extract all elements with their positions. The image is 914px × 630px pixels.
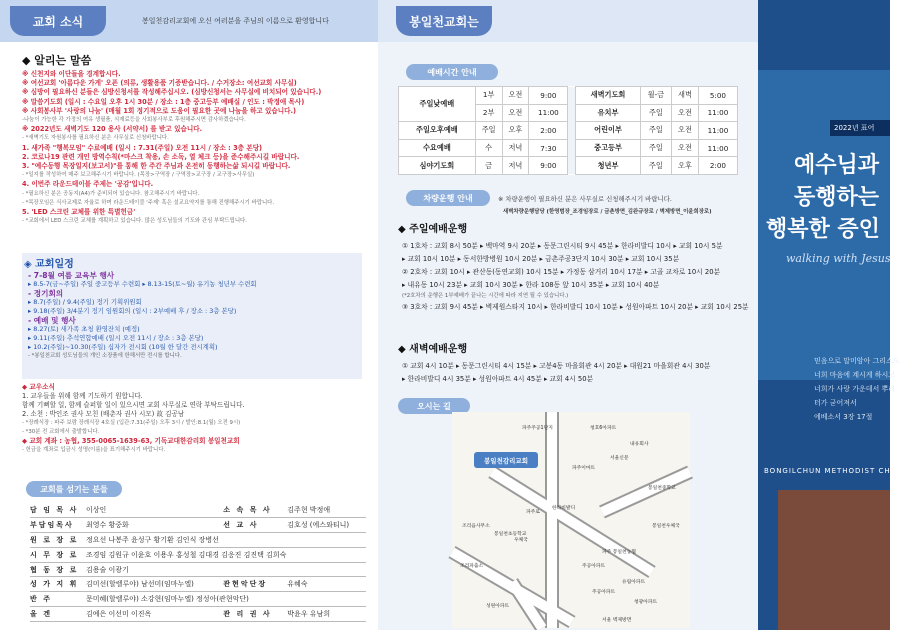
- staff-role: 올 겐: [30, 607, 86, 622]
- service-detail: 2:00: [529, 122, 568, 140]
- staff-role: 성 가 지 휘: [30, 577, 86, 592]
- line-item: - 정기회의: [28, 289, 64, 298]
- service-detail: 주일: [640, 157, 671, 175]
- line-item: 5. 'LED 스크린 교체를 위한 특별헌금': [22, 208, 136, 217]
- line-item: (*2호차의 운행은 1부예배가 끝나는 시간에 따라 지연 될 수 있습니다.): [402, 293, 569, 299]
- motto-english: walking with Jesus: [786, 252, 891, 265]
- middle-header: [378, 0, 758, 42]
- staff-names: 유혜숙: [287, 577, 366, 592]
- service-detail: 오전: [672, 104, 699, 122]
- service-detail: 저녁: [502, 157, 529, 175]
- line-item: ※ 신천지와 이단들을 경계합시다.: [22, 70, 121, 78]
- staff-role: 시 무 장 로: [30, 547, 86, 562]
- table-spacer: [568, 157, 576, 175]
- line-item: ▸ 8.5-7(금~주일) 주일 중고등부 수련회 ▸ 8.13-15(토~월) 유기농 청년부 수련회: [28, 280, 257, 288]
- map-label: 청광아파트: [634, 600, 658, 605]
- line-item: -나눔이 가능한 각 가정의 여유 생필품, 식재료등을 사회봉사부로 후원해주시면 감사하겠습니다.: [22, 117, 246, 124]
- service-detail: 11:00: [698, 104, 737, 122]
- church-english-name: BONGILCHUN METHODIST CHURCH: [764, 467, 914, 475]
- service-name: 유치부: [576, 104, 640, 122]
- line-item: ▸ 10.2(주일)~10.30(주일) 십자가 전시회 (10월 한 달간 전시계획): [28, 343, 218, 351]
- notice-list: [22, 70, 367, 226]
- line-item: - *필요하신 분은 공동지(A4)가 준비되어 있습니다. 참고해주시기 바랍니다.: [22, 190, 200, 197]
- map-label: 주공아파트: [592, 590, 616, 595]
- map-label: 내유회사: [630, 442, 649, 447]
- staff-role: 담 임 목 사: [30, 503, 86, 518]
- line-item: 2. 소천 : 박인조 권사 모친 (배춘자 권사 시모) 故 김공남: [22, 410, 185, 418]
- notice-title: ◆ 알리는 말씀: [22, 54, 92, 67]
- line-item: 함께 기뻐할 일, 함께 슬퍼할 일이 있으시면 교회 사무실로 연락 부탁드립니다.: [22, 401, 245, 409]
- line-item: ③ 3호차 : 교회 9시 45분 ▸ 벽제원스타지 10시 ▸ 한라비발디 10시 10분 ▸ 성원아파트 10시 20분 ▸ 교회 10시 25분: [402, 303, 749, 311]
- service-detail: 2:00: [698, 157, 737, 175]
- map-label: 한라비발디: [552, 506, 576, 511]
- dawn-bus-title: ◆ 새벽예배운행: [398, 344, 468, 355]
- motto-panel: [758, 0, 914, 630]
- worship-row: [399, 139, 738, 157]
- staff-role: 관현악단장: [223, 577, 287, 592]
- line-item: ※ 2022년도 새벽기도 120 용사 (서약서) 를 받고 있습니다.: [22, 125, 203, 134]
- service-detail: 금: [475, 157, 502, 175]
- motto-tag: 2022년 표어: [830, 120, 890, 136]
- staff-names: 김미선(할렐루야) 남선미(임마누엘): [86, 577, 223, 592]
- worship-row: [399, 122, 738, 140]
- line-item: - *30분 전 교회에서 출발합니다.: [22, 429, 100, 435]
- service-detail: 월-금: [640, 87, 671, 105]
- line-item: - *새벽기도 자원봉사를 필요하신 분은 사무실로 신청바랍니다.: [22, 135, 169, 142]
- staff-names: 김호성 (에스와티니): [287, 518, 366, 533]
- service-detail: 주일: [640, 139, 671, 157]
- map-label: 조리파출소: [460, 564, 484, 569]
- map-label: 성원아파트: [486, 604, 510, 609]
- line-item: ▸ 9.18(주일) 3/4분기 정기 임원회의 (일시 : 2부예배 후 / 장소 : 3층 본당): [28, 307, 237, 315]
- staff-table: [30, 503, 366, 622]
- map-label: 봉일천우체국: [652, 524, 680, 529]
- staff-role: 반 주: [30, 592, 86, 607]
- service-name: 청년부: [576, 157, 640, 175]
- dawn-route-line: ① 교회 4시 10분 ▸ 동문그린시티 4시 15분 ▸ 고봉4동 마을회관 4시 20분 ▸ 대원21 마을회관 4시 30분: [402, 362, 711, 370]
- staff-role: 소 속 목 사: [223, 503, 287, 518]
- service-detail: 7:30: [529, 139, 568, 157]
- table-spacer: [568, 87, 576, 105]
- staff-role: 선 교 사: [223, 518, 287, 533]
- service-detail: 11:00: [698, 122, 737, 140]
- motto-line-3: 행복한 증인: [766, 216, 880, 242]
- service-detail: 오전: [672, 139, 699, 157]
- service-detail: 오후: [672, 157, 699, 175]
- map-label: 파주이마트: [572, 466, 596, 471]
- staff-row: [30, 592, 366, 607]
- line-item: ※ 여선교회 '아름다운 가게' 오픈 (의류, 생활용품 기증받습니다. / 수거장소: 여선교회 사무실): [22, 79, 297, 88]
- staff-names: 김예은 이선미 이진옥: [86, 607, 223, 622]
- line-item: 1. 새가족 "행복모임" 수료예배 (일시 : 7.31(주일) 오전 11시 / 장소 : 3층 본당): [22, 143, 263, 152]
- service-name: 심야기도회: [399, 157, 476, 175]
- staff-row: [30, 577, 366, 592]
- staff-names: 정요선 나봉주 윤성구 황기환 김인식 장병선: [86, 533, 366, 548]
- service-detail: 오후: [502, 122, 529, 140]
- staff-role: 부담임목사: [30, 518, 86, 533]
- motto-line-2: 동행하는: [794, 184, 880, 210]
- line-item: ※ 말씀기도회 (일시 : 수요일 오후 1시 30분 / 장소 : 1층 중고등부 예배실 / 인도 : 박정애 목사): [22, 97, 305, 106]
- map-label: 서울신문: [610, 456, 629, 461]
- map-label: 봉일천초등학교: [494, 532, 527, 537]
- line-item: ▸ 8.7(주일) / 9.4(주일) 정기 기획위원회: [28, 298, 142, 306]
- staff-names: 문미혜(할렐루야) 소강현(임마누엘) 정성아(관현악단): [86, 592, 366, 607]
- directions-map: [452, 412, 690, 628]
- line-item: - *일지를 작성하여 매주 보고해주시기 바랍니다. (목장>구역장 / 구역장>교구장 / 교구장>사무실): [22, 172, 255, 179]
- line-item: ※ 사회봉사부 '사랑의 나눔' (매월 1회 정기적으로 도움이 필요한 곳에 나눔을 하고 있습니다.): [22, 106, 297, 115]
- church-news-tab: 교회 소식: [10, 6, 106, 36]
- line-item: - *목장모임은 식사교제로 자율로 하며 라운드테이블 '주제' 혹은 설교요약지를 통해 진행해주시기 바랍니다.: [22, 199, 275, 206]
- directions-pill: 오시는 길: [398, 398, 470, 414]
- table-spacer: [568, 122, 576, 140]
- line-item: - 헌금을 계좌로 입금시 성명(이름)을 표기해주시기 바랍니다.: [22, 447, 166, 453]
- staff-role: 원 로 장 로: [30, 533, 86, 548]
- line-item: 4. 이번주 라운드테이블 주제는 '공감'입니다.: [22, 180, 154, 189]
- verse-line: 너희 마음에 계시게 하시고: [814, 371, 896, 379]
- staff-names: 조경임 김원규 이윤호 이용우 홍성철 김대경 김응진 김진택 김희숙: [86, 547, 366, 562]
- church-marker: 봉일천감리교회: [474, 452, 538, 468]
- sunday-bus-list: [402, 240, 747, 314]
- line-item: ※ 심방이 필요하신 분들은 심방신청서를 작성해주십시오. (심방신청서는 사무실에 비치되어 있습니다.): [22, 88, 322, 97]
- welcome-note: 봉일천감리교회에 오신 여러분을 주님의 이름으로 환영합니다: [142, 17, 329, 25]
- map-roads: [452, 412, 690, 628]
- map-label: 서울 벽제방면: [602, 618, 632, 623]
- service-detail: 2부: [475, 104, 502, 122]
- map-label: 우체국: [514, 538, 528, 543]
- verse-line: 에베소서 3장 17절: [814, 413, 873, 421]
- service-name: 새벽기도회: [576, 87, 640, 105]
- dawn-bus-list: [402, 360, 747, 386]
- staff-names: 김주현 박정애: [287, 503, 366, 518]
- line-item: ▸ 8.27(토) 새가족 초청 환영잔치 (예정): [28, 325, 140, 333]
- service-detail: 수: [475, 139, 502, 157]
- staff-names: 최영수 황중화: [86, 518, 223, 533]
- service-detail: 9:00: [529, 157, 568, 175]
- service-name: 어린이부: [576, 122, 640, 140]
- service-detail: 1부: [475, 87, 502, 105]
- map-label: 파주 봉일천농협: [602, 550, 636, 555]
- staff-pill: 교회를 섬기는 분들: [26, 481, 122, 497]
- staff-role: 관 리 권 사: [223, 607, 287, 622]
- line-item: ▸ 9.11(주일) 추석연합예배 (일시 오전 11시 / 장소 : 3층 본당): [28, 334, 204, 342]
- line-item: - *봉일천교회 성도님들의 개인 소장품에 한해서만 전시를 합니다.: [28, 353, 182, 359]
- line-item: 1. 교우들을 위해 함께 기도하기 원합니다.: [22, 392, 143, 400]
- service-detail: 오전: [502, 87, 529, 105]
- verse-line: 너희가 사랑 가운데서 뿌리: [814, 385, 896, 393]
- staff-names: 이상인: [86, 503, 223, 518]
- service-detail: 주일: [640, 122, 671, 140]
- staff-row: [30, 503, 366, 518]
- staff-row: [30, 533, 366, 548]
- motto-line-1: 예수님과: [794, 152, 880, 178]
- worship-time-pill: 예배시간 안내: [406, 64, 498, 80]
- table-spacer: [568, 139, 576, 157]
- line-item: 3. "예수동행 목장일지(보고서)"를 통해 한 주간 주님과 온전히 동행하는삶 되시길 바랍니다.: [22, 162, 291, 171]
- worship-row: [399, 87, 738, 105]
- worship-row: [399, 157, 738, 175]
- dawn-route-line: ▸ 한라비발디 4시 35분 ▸ 성원아파트 4시 45분 ▸ 교회 4시 50분: [402, 375, 594, 383]
- church-building-photo: [778, 490, 890, 630]
- map-label: 조리읍사무소: [462, 524, 490, 529]
- service-name: 중고등부: [576, 139, 640, 157]
- line-item: ② 2호차 : 교회 10시 ▸ 관산동(동연교회) 10시 15분 ▸ 가정동 삼거리 10시 17분 ▸ 고골 교차로 10시 20분: [402, 268, 721, 276]
- service-detail: 5:00: [698, 87, 737, 105]
- verse-line: 믿음으로 말미암아 그리스도: [814, 357, 900, 365]
- map-label: 청호6아파트: [590, 426, 617, 431]
- line-item: ▸ 교회 10시 10분 ▸ 동서한방병원 10시 20분 ▸ 금촌주공3단지 10시 30분 ▸ 교회 10시 35분: [402, 255, 680, 263]
- service-detail: 주일: [475, 122, 502, 140]
- map-label: 주공아파트: [582, 564, 606, 569]
- service-detail: 11:00: [698, 139, 737, 157]
- schedule-title: ◈ 교회일정: [24, 259, 74, 270]
- line-item: ① 1호차 : 교회 8시 50분 ▸ 백마역 9시 20분 ▸ 동문그린시티 9시 45분 ▸ 한라비발디 10시 ▸ 교회 10시 5분: [402, 242, 723, 250]
- service-detail: 11:00: [529, 104, 568, 122]
- service-detail: 주일: [640, 104, 671, 122]
- staff-row: [30, 562, 366, 577]
- staff-row: [30, 547, 366, 562]
- service-detail: 새벽: [672, 87, 699, 105]
- line-item: - *교회에서 LED 스크린 교체를 계획하고 있습니다. 많은 성도님들의 기도와 관심 부탁드립니다.: [22, 218, 247, 225]
- line-item: 2. 코로나19 관련 개인 방역수칙(*마스크 착용, 손 소독, 열 체크 등)을 준수해주시길 바랍니다.: [22, 152, 300, 161]
- line-item: ◆ 교우소식: [22, 383, 55, 391]
- map-label: 파주주공1단지: [522, 426, 553, 431]
- line-item: - *장례식장 : 파주 보람 장례식장 4호실 (입관:7.31(주일) 오후 3시 / 발인:8.1(월) 오전 9시): [22, 420, 241, 426]
- map-label: 유림아파트: [622, 580, 646, 585]
- line-item: ◆ 교회 계좌 : 농협, 355-0065-1639-63, 기독교대한감리회 봉일천교회: [22, 437, 240, 445]
- service-detail: 저녁: [502, 139, 529, 157]
- line-item: - 예배 및 행사: [28, 316, 76, 325]
- schedule-box: [22, 253, 362, 379]
- map-label: 봉일천중학교: [648, 486, 676, 491]
- dawn-bus-staff: 새벽차량운행담당 (한영범장_조경임장로 / 금촌방면_김완규장로 / 벽제방면_이윤희장로): [503, 209, 712, 215]
- staff-row: [30, 518, 366, 533]
- line-item: ▸ 내유동 10시 23분 ▸ 교회 10시 30분 ▸ 한라 108동 앞 10시 35분 ▸ 교회 10시 40분: [402, 281, 660, 289]
- staff-names: 박윤우 유남희: [287, 607, 366, 622]
- verse-line: 터가 굳어져서: [814, 399, 857, 407]
- church-info-tab: 봉일천교회는: [396, 6, 492, 36]
- staff-row: [30, 607, 366, 622]
- table-spacer: [568, 104, 576, 122]
- staff-names: 김용술 이광기: [86, 562, 366, 577]
- sunday-bus-title: ◆ 주일예배운행: [398, 224, 468, 235]
- service-name: 주일오후예배: [399, 122, 476, 140]
- left-header: [0, 0, 378, 42]
- bus-pill: 차량운행 안내: [406, 190, 490, 206]
- service-name: 주일낮예배: [399, 87, 476, 122]
- map-label: 파주로: [526, 510, 540, 515]
- bus-note: ※ 차량운행이 필요하신 분은 사무실로 신청해주시기 바랍니다.: [498, 195, 672, 203]
- service-detail: 9:00: [529, 87, 568, 105]
- worship-time-table: [398, 86, 738, 175]
- line-item: - 7-8월 여름 교육부 행사: [28, 271, 115, 280]
- staff-role: 협 동 장 로: [30, 562, 86, 577]
- church-news-column: [0, 0, 378, 630]
- service-detail: 오전: [502, 104, 529, 122]
- schedule-list: [22, 271, 362, 361]
- service-detail: 오전: [672, 122, 699, 140]
- service-name: 수요예배: [399, 139, 476, 157]
- member-news-list: [22, 383, 367, 455]
